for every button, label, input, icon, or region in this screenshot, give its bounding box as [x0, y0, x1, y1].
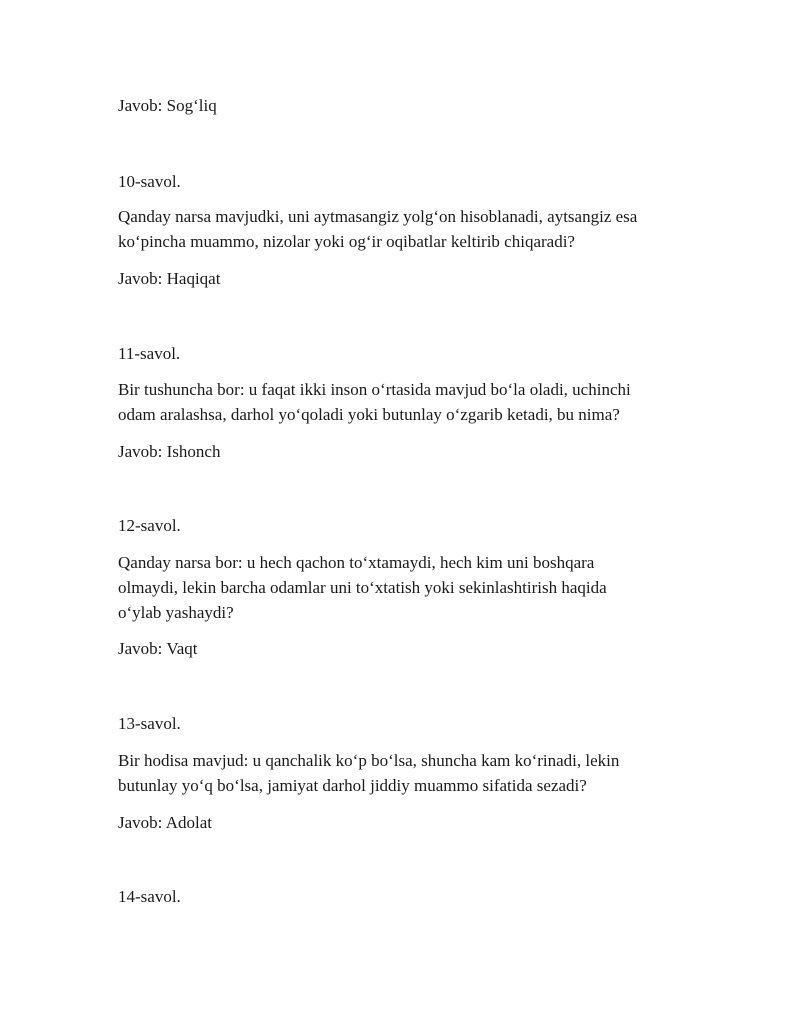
question-14-heading: 14-savol.	[118, 887, 181, 906]
question-13-text-line-1: Bir hodisa mavjud: u qanchalik ko‘p bo‘lsa, shuncha kam ko‘rinadi, lekin	[118, 751, 620, 770]
answer-10: Javob: Haqiqat	[118, 269, 221, 288]
question-13-heading: 13-savol.	[118, 714, 181, 733]
question-11-heading: 11-savol.	[118, 344, 181, 363]
question-12-text-line-1: Qanday narsa bor: u hech qachon to‘xtamaydi, hech kim uni boshqara	[118, 553, 595, 572]
question-11-text-line-1: Bir tushuncha bor: u faqat ikki inson o‘rtasida mavjud bo‘la oladi, uchinchi	[118, 380, 631, 399]
question-12-heading: 12-savol.	[118, 516, 181, 535]
answer-12: Javob: Vaqt	[118, 639, 198, 658]
question-10-text-line-1: Qanday narsa mavjudki, uni aytmasangiz yolg‘on hisoblanadi, aytsangiz esa	[118, 207, 638, 226]
answer-11: Javob: Ishonch	[118, 442, 221, 461]
question-11-text-line-2: odam aralashsa, darhol yo‘qoladi yoki butunlay o‘zgarib ketadi, bu nima?	[118, 405, 620, 424]
question-10-text-line-2: ko‘pincha muammo, nizolar yoki og‘ir oqibatlar keltirib chiqaradi?	[118, 232, 575, 251]
question-13-text-line-2: butunlay yo‘q bo‘lsa, jamiyat darhol jiddiy muammo sifatida sezadi?	[118, 776, 587, 795]
question-12-text-line-3: o‘ylab yashaydi?	[118, 603, 234, 622]
answer-9: Javob: Sog‘liq	[118, 96, 217, 115]
question-10-heading: 10-savol.	[118, 172, 181, 191]
answer-13: Javob: Adolat	[118, 813, 212, 832]
question-12-text-line-2: olmaydi, lekin barcha odamlar uni to‘xtatish yoki sekinlashtirish haqida	[118, 578, 607, 597]
